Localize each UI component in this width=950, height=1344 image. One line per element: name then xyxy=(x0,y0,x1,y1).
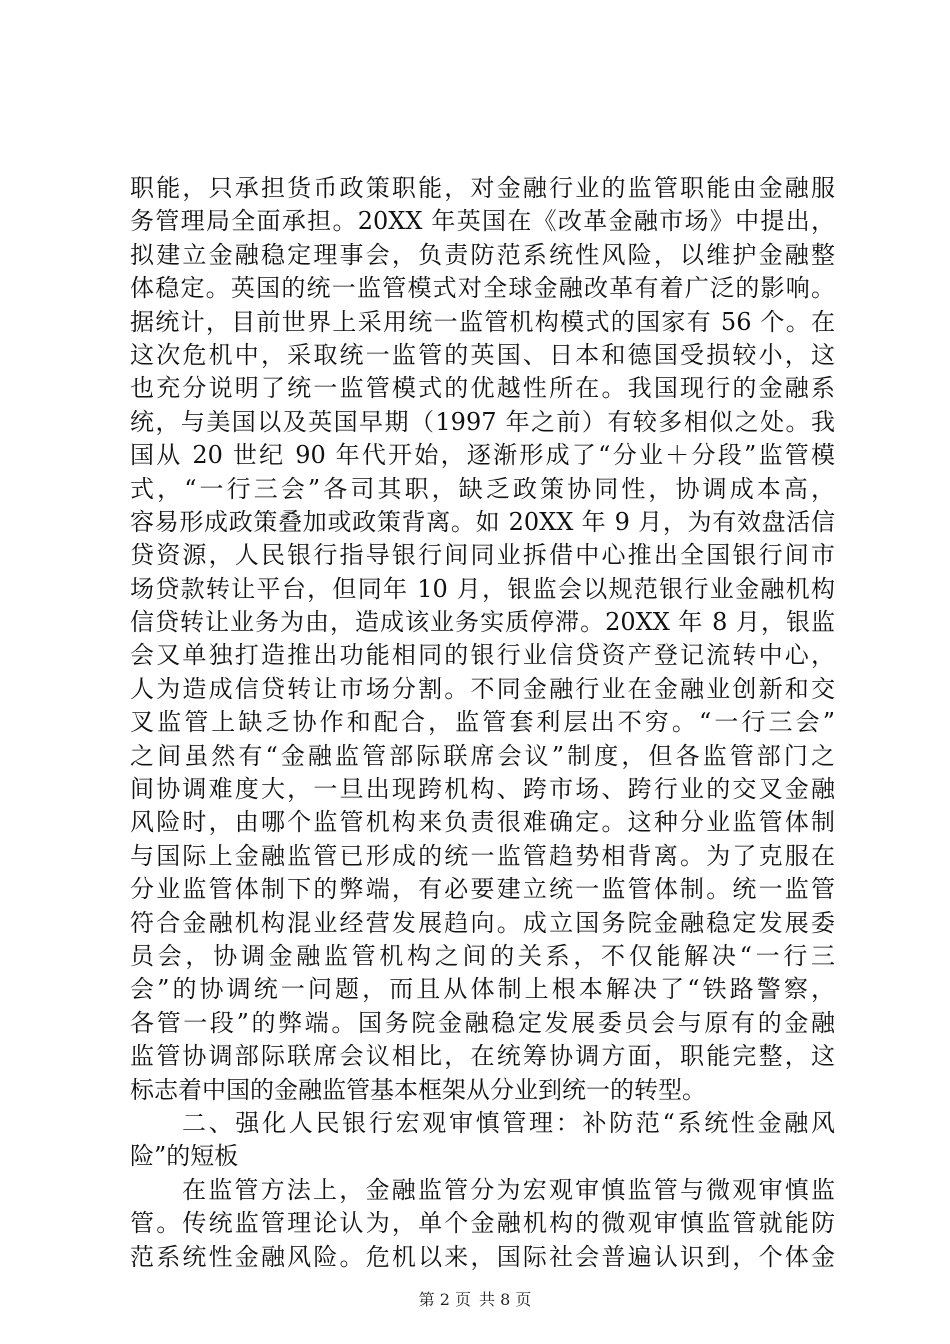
text-line: 场贷款转让平台，但同年 10 月，银监会以规范银行业金融机构 xyxy=(130,574,835,603)
text-line: 职能，只承担货币政策职能，对金融行业的监管职能由金融服 xyxy=(130,174,835,202)
text-line: 据统计，目前世界上采用统一监管机构模式的国家有 56 个。在 xyxy=(130,307,835,336)
text-line: 信贷转让业务为由，造成该业务实质停滞。20XX 年 8 月，银监 xyxy=(130,608,835,637)
text-line: 与国际上金融监管已形成的统一监管趋势相背离。为了克服在 xyxy=(130,841,835,870)
text-line: 标志着中国的金融监管基本框架从分业到统一的转型。 xyxy=(130,1075,706,1104)
text-line: 国从 20 世纪 90 年代开始，逐渐形成了“分业＋分段”监管模 xyxy=(130,441,835,470)
text-line: 分业监管体制下的弊端，有必要建立统一监管体制。统一监管 xyxy=(130,875,835,904)
text-line: 统，与美国以及英国早期（1997 年之前）有较多相似之处。我 xyxy=(130,407,835,436)
text-line: 贷资源，人民银行指导银行间同业拆借中心推出全国银行间市 xyxy=(130,541,835,570)
text-line: 员会，协调金融监管机构之间的关系，不仅能解决“一行三 xyxy=(130,941,835,970)
text-line: 人为造成信贷转让市场分割。不同金融行业在金融业创新和交 xyxy=(130,674,835,703)
text-line: 监管协调部际联席会议相比，在统筹协调方面，职能完整，这 xyxy=(130,1042,835,1071)
page-number: 第 2 页 xyxy=(418,1290,471,1309)
paragraph xyxy=(130,1174,835,1274)
text-line: 在监管方法上，金融监管分为宏观审慎监管与微观审慎监 xyxy=(182,1175,835,1204)
text-line: 之间虽然有“金融监管部际联席会议”制度，但各监管部门之 xyxy=(130,741,835,770)
text-line: 体稳定。英国的统一监管模式对全球金融改革有着广泛的影响。 xyxy=(130,274,835,303)
text-line: 容易形成政策叠加或政策背离。如 20XX 年 9 月，为有效盘活信 xyxy=(130,507,835,536)
heading-line: 险”的短板 xyxy=(130,1142,239,1171)
text-line: 符合金融机构混业经营发展趋向。成立国务院金融稳定发展委 xyxy=(130,908,835,937)
heading-line: 二、强化人民银行宏观审慎管理：补防范“系统性金融风 xyxy=(182,1108,835,1137)
text-line: 风险时，由哪个监管机构来负责很难确定。这种分业监管体制 xyxy=(130,808,835,837)
document-body xyxy=(130,172,835,1274)
text-line: 式，“一行三会”各司其职，缺乏政策协同性，协调成本高， xyxy=(130,474,835,503)
text-line: 务管理局全面承担。20XX 年英国在《改革金融市场》中提出， xyxy=(130,207,835,236)
page-total: 共 8 页 xyxy=(479,1290,532,1309)
text-line: 管。传统监管理论认为，单个金融机构的微观审慎监管就能防 xyxy=(130,1209,835,1238)
text-line: 间协调难度大，一旦出现跨机构、跨市场、跨行业的交叉金融 xyxy=(130,775,835,804)
text-line: 会又单独打造推出功能相同的银行业信贷资产登记流转中心， xyxy=(130,641,835,670)
paragraph xyxy=(130,172,835,1107)
text-line: 这次危机中，采取统一监管的英国、日本和德国受损较小，这 xyxy=(130,340,835,369)
section-heading xyxy=(130,1107,835,1174)
page-footer xyxy=(0,1290,950,1310)
text-line: 也充分说明了统一监管模式的优越性所在。我国现行的金融系 xyxy=(130,374,835,403)
text-line: 拟建立金融稳定理事会，负责防范系统性风险，以维护金融整 xyxy=(130,240,835,269)
text-line: 会”的协调统一问题，而且从体制上根本解决了“铁路警察， xyxy=(130,975,835,1004)
text-line: 叉监管上缺乏协作和配合，监管套利层出不穷。“一行三会” xyxy=(130,708,835,737)
text-line: 各管一段”的弊端。国务院金融稳定发展委员会与原有的金融 xyxy=(130,1008,835,1037)
text-line: 范系统性金融风险。危机以来，国际社会普遍认识到，个体金 xyxy=(130,1242,835,1271)
